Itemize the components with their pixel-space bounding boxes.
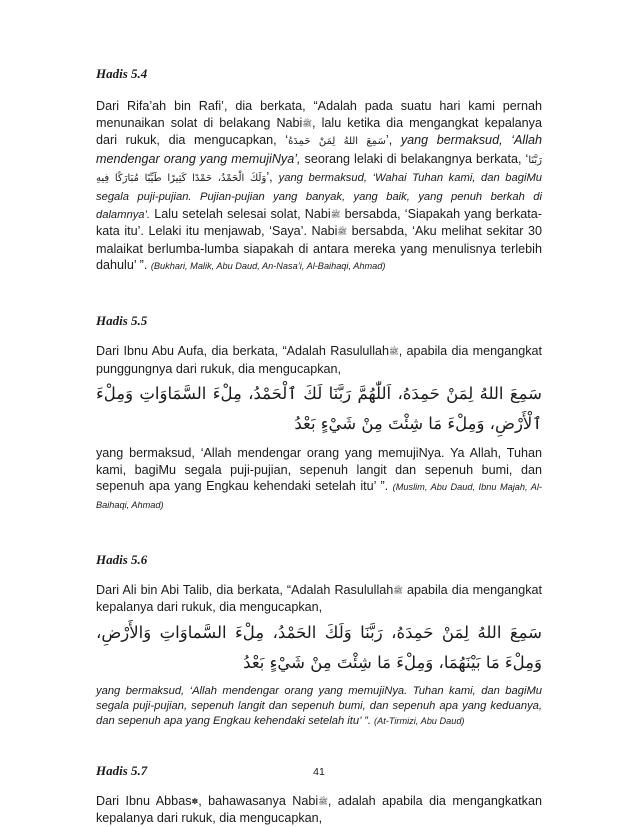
translation-inline: yang bermaksud, ‘Allah mendengar orang yang memujiNya’,	[96, 133, 543, 166]
translation-inline: yang bermaksud, ‘Wahai Tuhan kami, dan bagiMu segala puji-pujian. Pujian-pujian yang banyak, yang baik, yang penuh berkah di dalamnya’.	[96, 172, 542, 221]
section-heading: Hadis 5.6	[96, 551, 148, 567]
source-citation: (Bukhari, Malik, Abu Daud, An-Nasa’i, Al-Baihaqi, Ahmad)	[150, 261, 386, 272]
hadis-intro	[96, 582, 542, 616]
honorific-icon: ﷺ	[330, 209, 341, 219]
section-heading: Hadis 5.7	[96, 762, 148, 778]
honorific-ra-icon: ✽	[191, 796, 199, 806]
hadis-translation	[96, 445, 542, 513]
text-run: , apabila dia mengangkat punggungnya dari rukuk, dia mengucapkan,	[96, 343, 542, 376]
text-run: Dari Rifa’ah bin Rafi’, dia berkata, “Adalah pada suatu hari kami pernah menunaikan solat di belakang Nabi	[96, 99, 542, 130]
hadis-intro	[96, 343, 542, 377]
honorific-icon: ﷺ	[393, 585, 403, 595]
translation-inline: yang bermaksud, ‘Allah mendengar orang yang memujiNya. Tuhan kami, dan bagiMu segala puji-pujian, sepenuh langit dan sepenuh bumi, dan sepenuh apa yang keduanya, dan sepenuh apa yang Engkau kehendaki setelah itu’ ”.	[96, 684, 542, 727]
page-number: 41	[313, 766, 325, 778]
text-run: ’,	[266, 170, 279, 185]
text-run: seorang lelaki di belakangnya berkata, ‘	[300, 151, 529, 166]
text-run: Lalu setelah selesai solat, Nabi	[150, 206, 331, 221]
text-run: , lalu ketika dia mengangkat kepalanya dari rukuk, dia mengucapkan, ‘	[96, 115, 542, 148]
text-run: , adalah apabila dia mengangkatkan kepalanya dari rukuk, dia mengucapkan,	[96, 793, 542, 826]
arabic-inline: رَبَّنَا وَلَكَ الْحَمْدُ، حَمْدًا كَثِيرًا طَيِّبًا مُبَارَكًا فِيهِ	[96, 154, 542, 185]
section-heading: Hadis 5.5	[96, 312, 148, 328]
honorific-icon: ﷺ	[389, 346, 399, 356]
hadis-text	[96, 98, 542, 275]
text-run: Dari Ibnu Abbas	[96, 793, 192, 808]
honorific-icon: ﷺ	[302, 118, 313, 128]
hadis-intro	[96, 793, 542, 827]
source-citation: (Muslim, Abu Daud, Ibnu Majah, Al-Baihaqi, Ahmad)	[96, 482, 542, 510]
hadis-5-6	[96, 552, 542, 729]
text-run: bersabda, ‘Aku melihat sekitar 30 malaikat berlumba-lumba siapakah di antara mereka yang menulisnya terlebih dahulu’ ”.	[96, 224, 542, 273]
text-run: yang bermaksud, ‘Allah mendengar orang yang memujiNya. Ya Allah, Tuhan kami, bagiMu segala puji-pujian, sepenuh langit dan sepenuh bumi, dan sepenuh apa yang Engkau kehendaki setelah itu’ ”.	[96, 446, 542, 494]
text-run: , bahawasanya Nabi	[198, 793, 319, 808]
text-run: Dari Ibnu Abu Aufa, dia berkata, “Adalah Rasulullah	[96, 343, 390, 358]
honorific-icon: ﷺ	[318, 796, 328, 806]
section-heading: Hadis 5.4	[96, 66, 148, 81]
arabic-supplication: سَمِعَ اللهُ لِمَنْ حَمِدَهُ، اَللّٰهُمَّ رَبَّنَا لَكَ ٱلْحَمْدُ، مِلْءَ السَّمَاوَاتِ وَمِلْءَ ٱلْأَرْضِ، وَمِلْءَ مَا شِئْتَ مِنْ شَيْءٍ بَعْدُ	[96, 384, 542, 434]
text-run: apabila dia mengangkat kepalanya dari rukuk, dia mengucapkan,	[96, 582, 542, 615]
arabic-supplication: سَمِعَ اللهُ لِمَنْ حَمِدَهُ، رَبَّنَا وَلَكَ الحَمْدُ، مِلْءَ السَّماوَاتِ وَالأَرْضِ، وَمِلْءَ مَا بَيْنَهُمَا، وَمِلْءَ مَا شِئْتَ مِنْ شَيْءٍ بَعْدُ	[96, 622, 542, 672]
honorific-icon: ﷺ	[337, 227, 348, 237]
hadis-5-4	[96, 66, 542, 275]
hadis-5-5	[96, 313, 542, 514]
arabic-inline: سَمِعَ اللهُ لِمَنْ حَمِدَهُ	[288, 136, 386, 148]
text-run: bersabda, ‘Siapakah yang berkata-kata itu’. Lelaki itu menjawab, ‘Saya’. Nabi	[96, 206, 542, 239]
source-citation: (At-Tirmizi, Abu Daud)	[374, 715, 465, 726]
text-run: Dari Ali bin Abi Talib, dia berkata, “Adalah Rasulullah	[96, 582, 394, 597]
text-run: ’,	[385, 133, 401, 148]
hadis-translation	[96, 684, 542, 729]
